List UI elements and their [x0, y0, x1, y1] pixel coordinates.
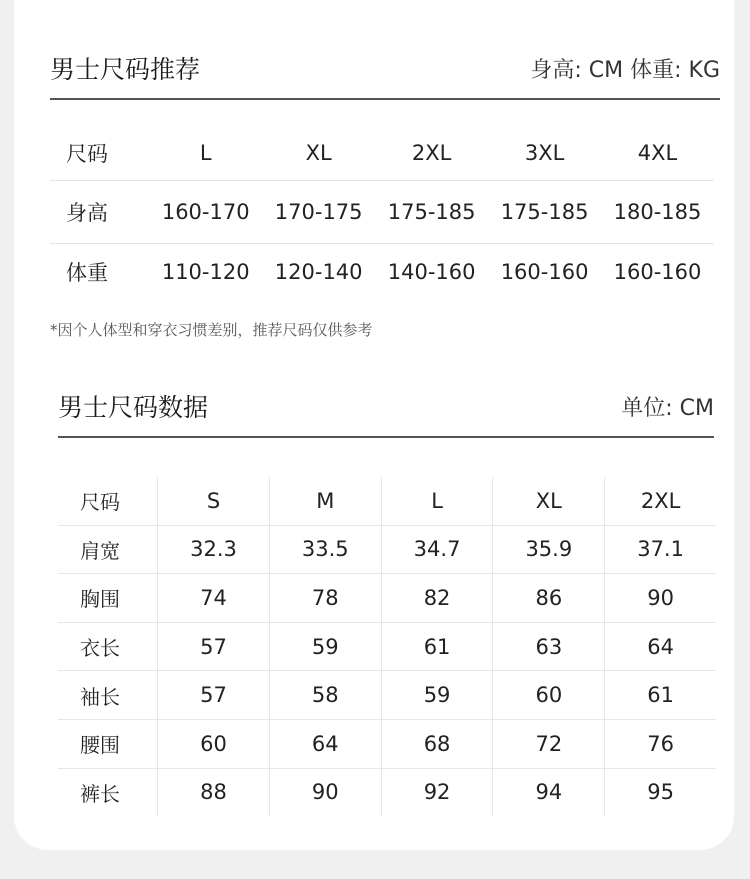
cell-value: 88 — [157, 769, 269, 817]
weight-value: 160-160 — [613, 260, 702, 284]
cell-value: 82 — [381, 574, 493, 622]
row-label: 袖长 — [80, 684, 120, 709]
cell-value: 74 — [157, 574, 269, 622]
table-row — [58, 671, 716, 720]
size-header: M — [269, 477, 381, 525]
size-header: S — [157, 477, 269, 525]
size-chart-card — [14, 0, 734, 850]
table-header-row — [58, 477, 716, 526]
table-row — [58, 623, 716, 672]
data-section-header — [58, 388, 714, 438]
table-row — [58, 769, 716, 817]
cell-value: 72 — [492, 720, 604, 768]
cell-value: 64 — [269, 720, 381, 768]
recommend-title: 男士尺码推荐 — [50, 55, 201, 84]
table-row — [58, 720, 716, 769]
cell-value: 59 — [381, 671, 493, 719]
cell-value: 95 — [604, 769, 716, 817]
size-header: L — [381, 477, 493, 525]
table-header-label: 尺码 — [80, 490, 120, 515]
recommend-weight-row — [50, 244, 714, 300]
cell-value: 59 — [269, 623, 381, 671]
cell-value: 35.9 — [492, 526, 604, 574]
row-label: 身高 — [66, 201, 108, 225]
height-value: 175-185 — [500, 200, 589, 224]
size-header: XL — [492, 477, 604, 525]
recommend-size: 4XL — [637, 140, 678, 165]
cell-value: 58 — [269, 671, 381, 719]
row-label: 裤长 — [80, 781, 120, 806]
cell-value: 78 — [269, 574, 381, 622]
height-value: 175-185 — [387, 200, 476, 224]
cell-value: 60 — [157, 720, 269, 768]
recommend-table — [50, 125, 714, 300]
weight-value: 110-120 — [161, 260, 250, 284]
size-header: 2XL — [604, 477, 716, 525]
row-label: 肩宽 — [80, 538, 120, 563]
cell-value: 57 — [157, 623, 269, 671]
row-label: 体重 — [66, 261, 108, 285]
cell-value: 63 — [492, 623, 604, 671]
recommend-size: 3XL — [524, 140, 565, 165]
recommend-header-row — [50, 125, 714, 181]
height-value: 160-170 — [161, 200, 250, 224]
cell-value: 32.3 — [157, 526, 269, 574]
row-label: 胸围 — [80, 587, 120, 612]
recommend-size: L — [199, 140, 212, 165]
table-row — [58, 574, 716, 623]
cell-value: 76 — [604, 720, 716, 768]
recommend-size: XL — [305, 140, 332, 165]
row-label: 衣长 — [80, 636, 120, 661]
cell-value: 68 — [381, 720, 493, 768]
weight-value: 120-140 — [274, 260, 363, 284]
cell-value: 37.1 — [604, 526, 716, 574]
cell-value: 61 — [604, 671, 716, 719]
cell-value: 61 — [381, 623, 493, 671]
height-value: 170-175 — [274, 200, 363, 224]
table-row — [58, 526, 716, 575]
recommend-note: *因个人体型和穿衣习惯差别，推荐尺码仅供参考 — [50, 321, 373, 339]
measurement-table — [58, 477, 716, 816]
row-label: 腰围 — [80, 733, 120, 758]
cell-value: 90 — [269, 769, 381, 817]
recommend-header-label: 尺码 — [66, 141, 108, 166]
weight-value: 140-160 — [387, 260, 476, 284]
recommend-height-row — [50, 181, 714, 244]
cell-value: 60 — [492, 671, 604, 719]
cell-value: 33.5 — [269, 526, 381, 574]
weight-value: 160-160 — [500, 260, 589, 284]
cell-value: 57 — [157, 671, 269, 719]
recommend-size: 2XL — [411, 140, 452, 165]
height-value: 180-185 — [613, 200, 702, 224]
cell-value: 64 — [604, 623, 716, 671]
data-title: 男士尺码数据 — [58, 393, 209, 422]
recommend-section-header — [50, 50, 720, 100]
data-unit: 单位: CM — [621, 396, 714, 421]
recommend-unit: 身高: CM 体重: KG — [530, 58, 720, 83]
cell-value: 34.7 — [381, 526, 493, 574]
cell-value: 90 — [604, 574, 716, 622]
cell-value: 86 — [492, 574, 604, 622]
cell-value: 94 — [492, 769, 604, 817]
cell-value: 92 — [381, 769, 493, 817]
